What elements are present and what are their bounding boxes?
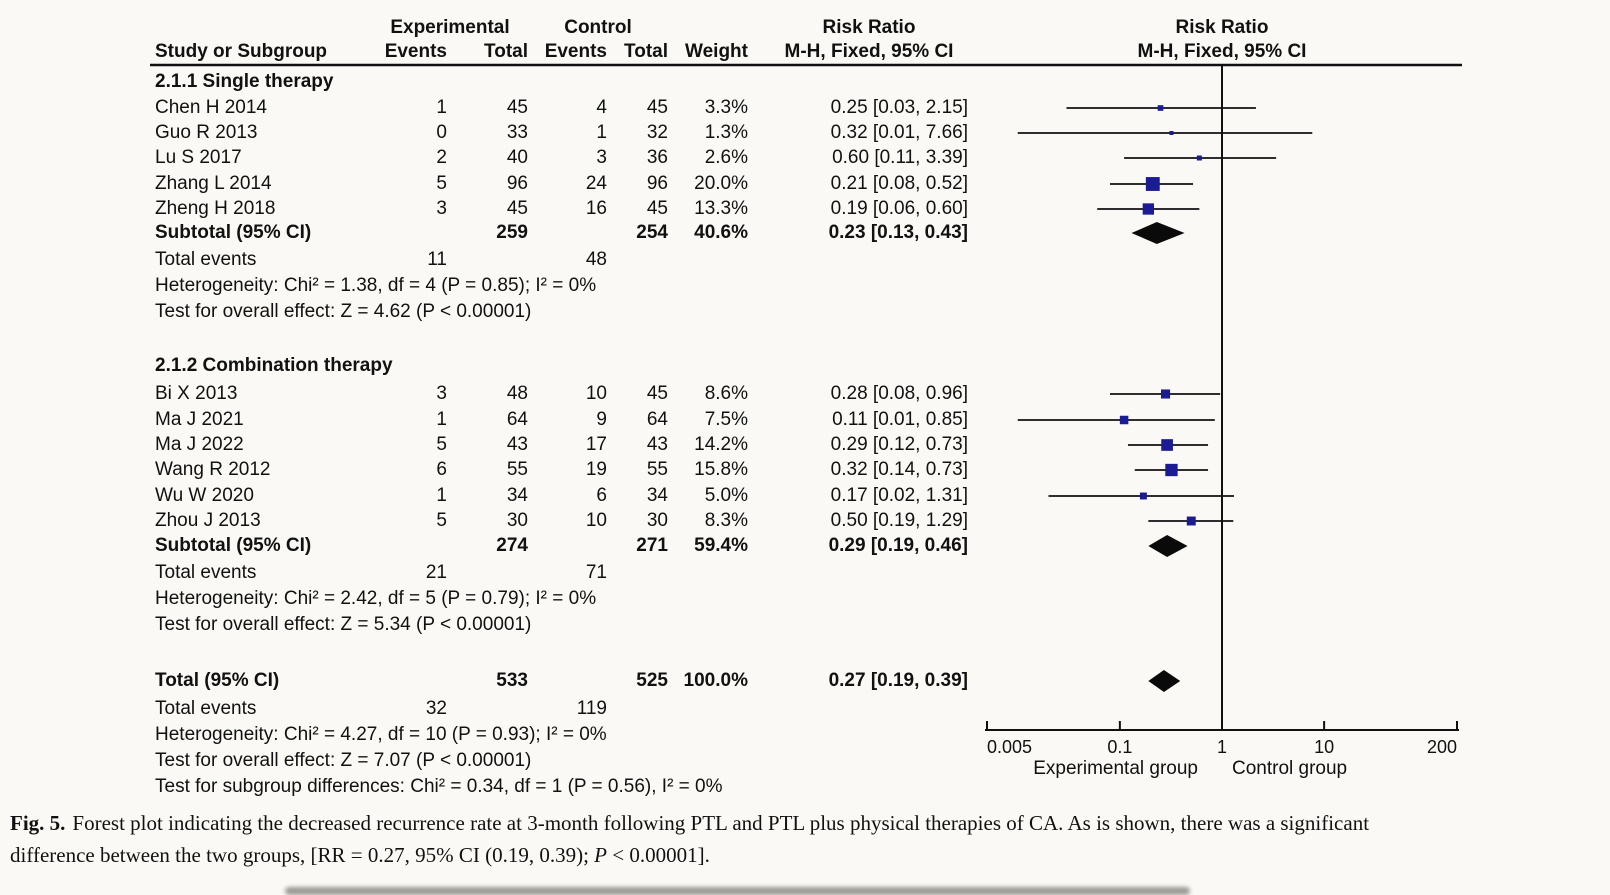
table-row — [0, 484, 1610, 508]
ctrl-total: 45 — [646, 198, 668, 219]
caption-text-2: difference between the two groups, [RR = 0.27, 95% CI (0.19, 0.39); — [10, 843, 595, 867]
ctrl-total: 96 — [646, 173, 668, 194]
exp-total: 30 — [506, 510, 528, 531]
total-events-ctrl: 48 — [585, 249, 607, 270]
ctrl-total: 64 — [646, 409, 668, 430]
table-row — [0, 96, 1610, 120]
axis-tick-label: 1 — [1216, 737, 1227, 757]
exp-total: 48 — [506, 383, 528, 404]
total-events-ctrl: 71 — [585, 562, 607, 583]
exp-total-header: Total — [484, 41, 528, 62]
risk-ratio-ci: 0.50 [0.19, 1.29] — [830, 510, 968, 531]
risk-ratio-ci: 0.32 [0.01, 7.66] — [830, 122, 968, 143]
table-row — [0, 197, 1610, 221]
risk-ratio-ci: 0.21 [0.08, 0.52] — [830, 173, 968, 194]
study-name: Zhang L 2014 — [155, 173, 272, 194]
weight: 3.3% — [704, 97, 748, 118]
subgroup-differences-line — [0, 775, 1610, 799]
risk-ratio-ci: 0.23 [0.13, 0.43] — [828, 222, 968, 243]
table-row — [0, 146, 1610, 170]
exp-total: 55 — [506, 459, 528, 480]
heterogeneity-text: Heterogeneity: Chi² = 2.42, df = 5 (P = 0.79); I² = 0% — [155, 588, 597, 609]
ctrl-total: 36 — [646, 147, 668, 168]
exp-events: 0 — [436, 122, 447, 143]
control-group-header: Control — [564, 17, 632, 38]
subgroup-title — [0, 354, 1610, 378]
table-row — [0, 408, 1610, 432]
weight: 13.3% — [694, 198, 748, 219]
weight: 40.6% — [694, 222, 748, 243]
subtotal-label: Subtotal (95% CI) — [155, 535, 312, 556]
ctrl-events: 10 — [585, 510, 607, 531]
ctrl-total: 525 — [636, 670, 668, 691]
risk-ratio-ci: 0.29 [0.12, 0.73] — [830, 434, 968, 455]
subgroup-title-text: 2.1.1 Single therapy — [155, 71, 334, 92]
exp-total: 274 — [496, 535, 528, 556]
ctrl-events-header: Events — [544, 41, 607, 62]
exp-events: 6 — [436, 459, 447, 480]
axis-tick-label: 0.1 — [1107, 737, 1133, 757]
table-header-groups — [0, 16, 1610, 40]
ctrl-total: 55 — [646, 459, 668, 480]
ctrl-total: 32 — [646, 122, 668, 143]
heterogeneity-line — [0, 274, 1610, 298]
subtotal-row — [0, 534, 1610, 558]
exp-total: 43 — [506, 434, 528, 455]
table-row — [0, 509, 1610, 533]
total-events-exp: 11 — [427, 249, 447, 270]
total-events-ctrl: 119 — [576, 698, 607, 719]
caption-text-3: < 0.00001]. — [607, 843, 710, 867]
study-name: Zheng H 2018 — [155, 198, 276, 219]
ctrl-events: 10 — [585, 383, 607, 404]
study-name: Wu W 2020 — [155, 485, 254, 506]
risk-ratio-ci: 0.25 [0.03, 2.15] — [830, 97, 968, 118]
table-row — [0, 382, 1610, 406]
total-events-exp: 21 — [425, 562, 447, 583]
total-events-label: Total events — [155, 562, 257, 583]
heterogeneity-text: Heterogeneity: Chi² = 1.38, df = 4 (P = 0.85); I² = 0% — [155, 275, 597, 296]
axis-right-label: Control group — [1232, 758, 1348, 779]
total-events-row — [0, 248, 1610, 272]
ctrl-total: 30 — [646, 510, 668, 531]
method-header-left: M-H, Fixed, 95% CI — [784, 41, 954, 62]
caption-text-1: Forest plot indicating the decreased recurrence rate at 3-month following PTL and PTL plus physical therapies of CA. As is shown, there was a significant — [72, 811, 1370, 835]
experimental-group-header: Experimental — [390, 17, 510, 38]
risk-ratio-ci: 0.32 [0.14, 0.73] — [830, 459, 968, 480]
exp-events: 2 — [436, 147, 447, 168]
exp-events: 1 — [436, 97, 447, 118]
table-row — [0, 458, 1610, 482]
study-column-header: Study or Subgroup — [155, 41, 328, 62]
ctrl-events: 17 — [585, 434, 607, 455]
ctrl-total: 45 — [646, 97, 668, 118]
ctrl-events: 3 — [596, 147, 607, 168]
study-name: Chen H 2014 — [155, 97, 267, 118]
study-name: Wang R 2012 — [155, 459, 271, 480]
weight: 7.5% — [704, 409, 748, 430]
total-events-label: Total events — [155, 698, 257, 719]
exp-events: 5 — [436, 173, 447, 194]
exp-events: 3 — [436, 383, 447, 404]
total-events-exp: 32 — [425, 698, 447, 719]
axis-tick-label: 10 — [1314, 737, 1335, 757]
exp-total: 33 — [506, 122, 528, 143]
ctrl-events: 4 — [596, 97, 607, 118]
ctrl-events: 6 — [596, 485, 607, 506]
exp-total: 45 — [506, 97, 528, 118]
weight: 8.3% — [704, 510, 748, 531]
weight: 2.6% — [704, 147, 748, 168]
exp-events: 3 — [436, 198, 447, 219]
weight: 100.0% — [683, 670, 748, 691]
table-row — [0, 433, 1610, 457]
risk-ratio-ci: 0.17 [0.02, 1.31] — [830, 485, 968, 506]
table-header-columns — [0, 40, 1610, 64]
overall-effect-line — [0, 613, 1610, 637]
risk-ratio-ci: 0.11 [0.01, 0.85] — [832, 409, 968, 430]
exp-events: 5 — [436, 434, 447, 455]
total-events-label: Total events — [155, 249, 257, 270]
study-name: Zhou J 2013 — [155, 510, 261, 531]
overall-effect-text: Test for overall effect: Z = 4.62 (P < 0.00001) — [155, 301, 532, 322]
risk-ratio-header-right: Risk Ratio — [1175, 17, 1269, 38]
overall-effect-line — [0, 300, 1610, 324]
ctrl-events: 24 — [585, 173, 607, 194]
risk-ratio-ci: 0.60 [0.11, 3.39] — [832, 147, 968, 168]
exp-total: 45 — [506, 198, 528, 219]
heterogeneity-text: Heterogeneity: Chi² = 4.27, df = 10 (P = 0.93); I² = 0% — [155, 724, 607, 745]
ctrl-total: 45 — [646, 383, 668, 404]
ctrl-events: 9 — [596, 409, 607, 430]
exp-total: 64 — [506, 409, 528, 430]
exp-total: 96 — [506, 173, 528, 194]
ctrl-total: 271 — [636, 535, 668, 556]
weight-header: Weight — [685, 41, 748, 62]
total-row — [0, 669, 1610, 693]
exp-events-header: Events — [384, 41, 447, 62]
exp-total: 259 — [496, 222, 528, 243]
subtotal-row — [0, 221, 1610, 245]
figure-label: Fig. 5. — [10, 811, 66, 835]
study-name: Ma J 2022 — [155, 434, 244, 455]
weight: 15.8% — [694, 459, 748, 480]
exp-events: 5 — [436, 510, 447, 531]
ctrl-total: 34 — [646, 485, 668, 506]
total-events-row — [0, 561, 1610, 585]
overall-effect-text: Test for overall effect: Z = 5.34 (P < 0.00001) — [155, 614, 532, 635]
weight: 5.0% — [704, 485, 748, 506]
overall-effect-text: Test for overall effect: Z = 7.07 (P < 0.00001) — [155, 750, 532, 771]
axis-tick-label: 200 — [1426, 737, 1457, 757]
study-name: Guo R 2013 — [155, 122, 258, 143]
ctrl-events: 16 — [585, 198, 607, 219]
risk-ratio-ci: 0.19 [0.06, 0.60] — [830, 198, 968, 219]
risk-ratio-ci: 0.27 [0.19, 0.39] — [828, 670, 968, 691]
axis-tick-label: 0.005 — [987, 737, 1033, 757]
axis-left-label: Experimental group — [1033, 758, 1198, 779]
risk-ratio-header-left: Risk Ratio — [822, 17, 916, 38]
risk-ratio-ci: 0.28 [0.08, 0.96] — [830, 383, 968, 404]
study-name: Ma J 2021 — [155, 409, 244, 430]
subgroup-title — [0, 70, 1610, 94]
method-header-right: M-H, Fixed, 95% CI — [1137, 41, 1307, 62]
weight: 14.2% — [694, 434, 748, 455]
subgroup-differences-text: Test for subgroup differences: Chi² = 0.34, df = 1 (P = 0.56), I² = 0% — [155, 776, 723, 797]
weight: 59.4% — [694, 535, 748, 556]
study-name: Lu S 2017 — [155, 147, 242, 168]
risk-ratio-ci: 0.29 [0.19, 0.46] — [828, 535, 968, 556]
caption-line-2 — [10, 842, 1606, 869]
ctrl-total: 254 — [636, 222, 668, 243]
exp-events: 1 — [436, 409, 447, 430]
exp-total: 34 — [506, 485, 528, 506]
ctrl-total: 43 — [646, 434, 668, 455]
heterogeneity-line — [0, 587, 1610, 611]
table-row — [0, 121, 1610, 145]
weight: 1.3% — [704, 122, 748, 143]
weight: 8.6% — [704, 383, 748, 404]
exp-events: 1 — [436, 485, 447, 506]
ctrl-events: 1 — [596, 122, 607, 143]
subtotal-label: Subtotal (95% CI) — [155, 222, 312, 243]
subgroup-title-text: 2.1.2 Combination therapy — [155, 355, 393, 376]
weight: 20.0% — [694, 173, 748, 194]
total-label: Total (95% CI) — [155, 670, 280, 691]
exp-total: 40 — [506, 147, 528, 168]
total-events-row — [0, 697, 1610, 721]
ctrl-total-header: Total — [624, 41, 668, 62]
table-row — [0, 172, 1610, 196]
caption-line-1 — [10, 810, 1606, 837]
exp-total: 533 — [496, 670, 528, 691]
ctrl-events: 19 — [585, 459, 607, 480]
caption-p-italic: P — [594, 843, 607, 867]
study-name: Bi X 2013 — [155, 383, 238, 404]
